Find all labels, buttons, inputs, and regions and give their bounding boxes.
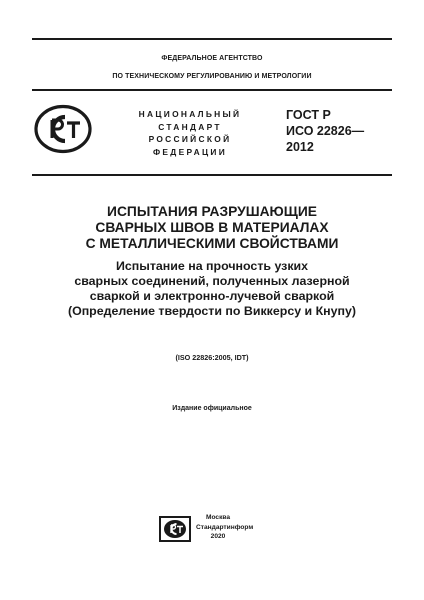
designation-line: 2012 xyxy=(286,140,314,154)
designation-line: ГОСТ Р xyxy=(286,108,331,122)
publisher-name: Стандартинформ xyxy=(196,523,254,531)
header-bottom-rule xyxy=(32,174,392,176)
header-rule xyxy=(32,89,392,91)
title-line: СВАРНЫХ ШВОВ В МАТЕРИАЛАХ xyxy=(95,220,329,235)
national-standard-line: РОССИЙСКОЙ xyxy=(148,134,232,145)
agency-name-line1: ФЕДЕРАЛЬНОЕ АГЕНТСТВО xyxy=(161,55,263,62)
standartinform-logo-icon xyxy=(158,515,192,543)
rst-certification-mark-icon xyxy=(34,104,92,154)
national-standard-line: НАЦИОНАЛЬНЫЙ xyxy=(138,109,242,119)
publisher-info xyxy=(196,513,254,542)
subtitle-line: Испытание на прочность узких xyxy=(115,259,309,273)
national-standard-line: ФЕДЕРАЦИИ xyxy=(152,146,228,157)
iso-reference: (ISO 22826:2005, IDT) xyxy=(175,353,249,362)
publisher-year: 2020 xyxy=(210,533,226,541)
standard-designation xyxy=(286,107,364,155)
agency-name-line2: ПО ТЕХНИЧЕСКОМУ РЕГУЛИРОВАНИЮ И МЕТРОЛОГИИ xyxy=(112,73,312,80)
title-line: С МЕТАЛЛИЧЕСКИМИ СВОЙСТВАМИ xyxy=(85,236,339,251)
subtitle-line: (Определение твердости по Виккерсу и Кнупу) xyxy=(67,304,357,318)
national-standard-label xyxy=(114,108,266,158)
subtitle-line: сварных соединений, полученных лазерной xyxy=(74,274,350,288)
national-standard-line: СТАНДАРТ xyxy=(158,121,222,132)
document-subtitle xyxy=(30,259,394,319)
designation-line: ИСО 22826— xyxy=(286,124,365,138)
top-rule xyxy=(32,38,392,40)
edition-label: Издание официальное xyxy=(172,405,252,412)
title-line: ИСПЫТАНИЯ РАЗРУШАЮЩИЕ xyxy=(107,204,317,219)
document-title xyxy=(30,204,394,252)
publisher-city: Москва xyxy=(205,514,231,521)
subtitle-line: сваркой и электронно-лучевой сваркой xyxy=(89,289,335,303)
